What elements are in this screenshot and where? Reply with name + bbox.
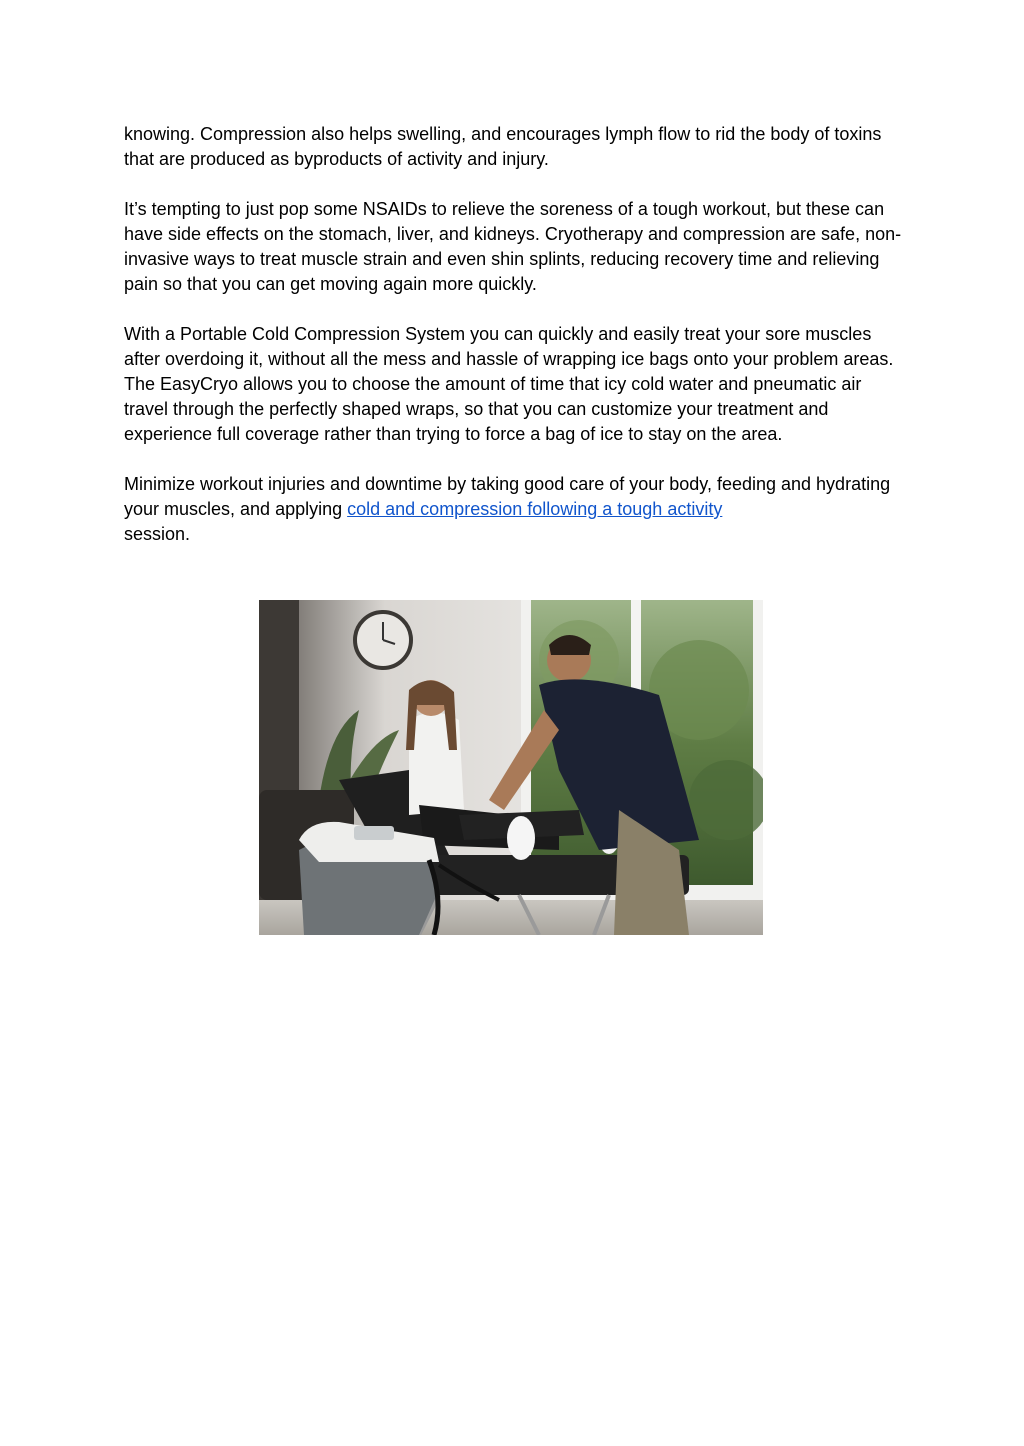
document-body [124,122,904,572]
paragraph-easycryo: With a Portable Cold Compression System you can quickly and easily treat your sore muscles after overdoing it, without all the mess and hassle of wrapping ice bags onto your problem areas. The EasyCryo allows you to choose the amount of time that icy cold water and pneumatic air travel through the perfectly shaped wraps, so that you can customize your treatment and experience full coverage rather than trying to force a bag of ice to stay on the area. [124,324,894,444]
cold-compression-link[interactable]: cold and compression following a tough activity [347,499,723,519]
paragraph-text-after-link: session. [124,524,191,544]
paragraph-nsaids: It’s tempting to just pop some NSAIDs to relieve the soreness of a tough workout, but these can have side effects on the stomach, liver, and kidneys. Cryotherapy and compression are safe, non-invasive ways to treat muscle strain and even shin splints, reducing recovery time and relieving pain so that you can get moving again more quickly. [124,199,902,294]
paragraph-text-before-link: Minimize workout injuries and downtime by taking good care of your body, feeding and hydrating your muscles, and applying [124,474,891,519]
paragraph-compression: knowing. Compression also helps swelling, and encourages lymph flow to rid the body of toxins that are produced as byproducts of activity and injury. [124,124,882,169]
paragraph-minimize-injuries [124,472,904,547]
therapy-photo [259,600,763,935]
